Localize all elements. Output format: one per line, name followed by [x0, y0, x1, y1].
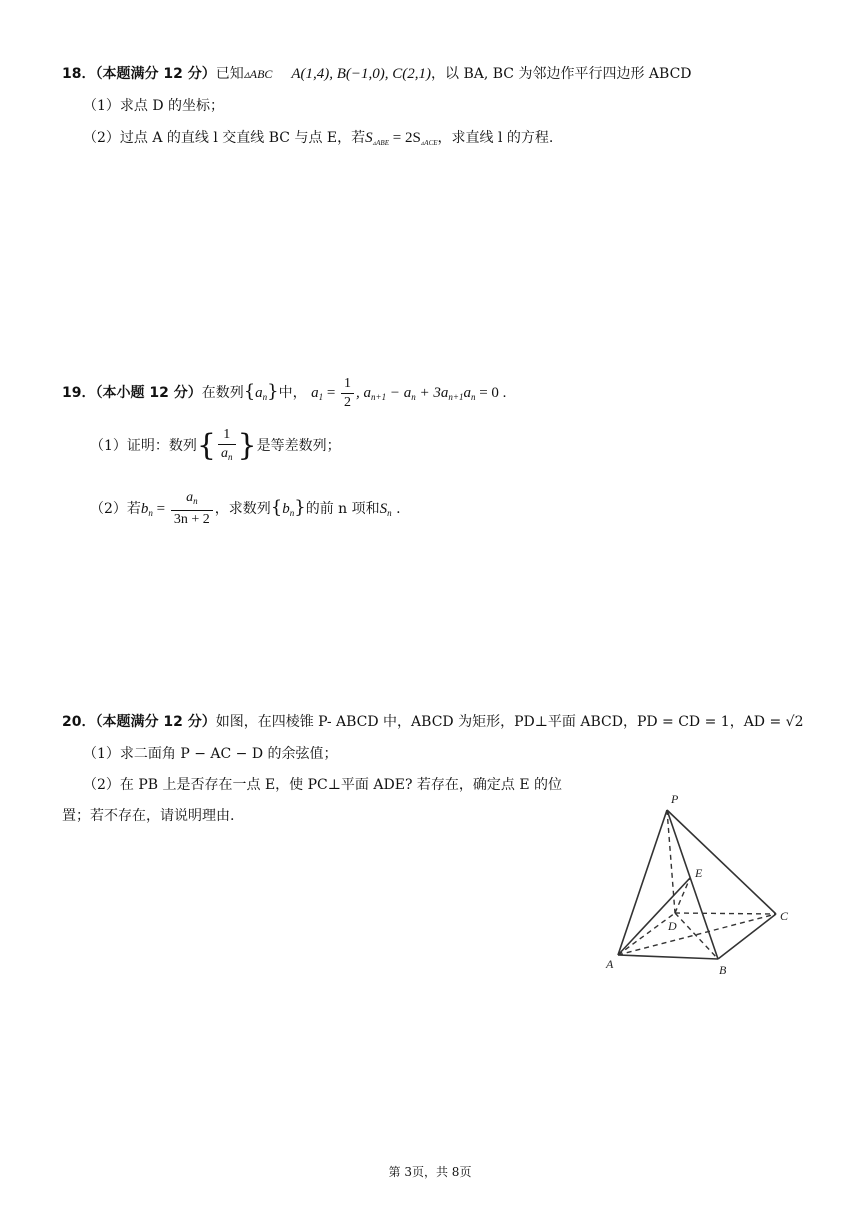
- label-B: B: [719, 963, 727, 977]
- q19-part2-S: S: [379, 501, 388, 517]
- q20-score: （本题满分 12 分）: [95, 714, 216, 730]
- q18-triangle: ▵ABC: [243, 67, 273, 81]
- q19-half-num: 1: [341, 375, 354, 394]
- q19-cond1-sub: n+1: [371, 392, 387, 402]
- q19-part2-seq-sub: n: [289, 508, 295, 518]
- q19-a1: a: [311, 385, 319, 401]
- q19-cond1: , a: [356, 385, 372, 401]
- q20-stem-text: 如图，在四棱锥 P- ABCD 中，ABCD 为矩形，PD⊥平面 ABCD，PD = CD = 1，AD = √2: [215, 714, 804, 730]
- label-C: C: [780, 909, 789, 923]
- q18-part2-tail: ，求直线 l 的方程.: [437, 130, 554, 146]
- q19-seq: a: [255, 385, 263, 401]
- q19-bn-sub: n: [148, 508, 153, 518]
- label-E: E: [695, 866, 703, 880]
- q19-part1-tail: 是等差数列；: [256, 438, 341, 454]
- q19-part2-num-sub: n: [193, 496, 198, 506]
- q19-cond4-sub: n: [470, 392, 476, 402]
- q18-part1: （1）求点 D 的坐标；: [83, 98, 225, 114]
- q19-part2-text: （2）若: [90, 501, 141, 517]
- q18-part2-S1: S: [365, 130, 373, 146]
- q20-part2-line1: （2）在 PB 上是否存在一点 E，使 PC⊥平面 ADE? 若存在，确定点 E 的位: [83, 777, 563, 793]
- q19-bn: b: [140, 501, 149, 517]
- q19-part1-num: 1: [218, 426, 236, 445]
- q18-stem-tail: ，以 BA, BC 为邻边作平行四边形 ABCD: [431, 66, 692, 82]
- q20-part2-line2: 置；若不存在，请说明理由.: [62, 808, 235, 824]
- q18-stem-text: 已知: [215, 66, 244, 82]
- q19-cond3: + 3a: [415, 385, 449, 401]
- q19-number: 19．: [62, 385, 96, 401]
- q18-score: （本题满分 12 分）: [95, 66, 216, 82]
- q18-points: A(1,4), B(−1,0), C(2,1): [291, 66, 431, 82]
- q18-part2-sub1: ▵ABE: [372, 139, 389, 147]
- q19-stem-text: 在数列: [201, 385, 244, 401]
- q19-a1-sub: 1: [318, 392, 324, 402]
- q19-stem2: 中，: [278, 385, 307, 401]
- q19-part2-tail: 的前 n 项和: [305, 501, 380, 517]
- q19-score: （本小题 12 分）: [95, 385, 202, 401]
- q19-part1-den-sub: n: [228, 452, 233, 462]
- q18-part2-text: （2）过点 A 的直线 l 交直线 BC 与点 E，若: [83, 130, 366, 146]
- label-A: A: [606, 957, 614, 971]
- q19-part2-num: a: [186, 490, 194, 505]
- q19-part1-den: a: [221, 446, 229, 461]
- q19-part1: （1）证明：数列{ $\frac{1}{a_n}$ }是等差数列；: [90, 422, 341, 470]
- q19-part2-S-sub: n: [387, 508, 392, 518]
- q18-number: 18．: [62, 66, 96, 82]
- q18-part2-sub2: ▵ACE: [420, 139, 438, 147]
- q19-cond4: a: [463, 385, 471, 401]
- q19-seq-sub: n: [262, 392, 268, 402]
- page-footer: 第 3页，共 8页: [388, 1165, 472, 1179]
- q19-part2: （2）若$b_n$ = $\frac{a_n}{3n + 2}$ ，求数列$\{b_n\}$的前 n 项和$S_n$ .: [90, 490, 401, 527]
- label-P: P: [671, 792, 679, 806]
- q18-part2-mid: = 2S: [388, 130, 421, 146]
- label-D: D: [668, 919, 677, 933]
- q19-part2-seq: b: [282, 501, 290, 517]
- q20-part1: （1）求二面角 P − AC − D 的余弦值；: [83, 746, 338, 762]
- q19-part2-end: .: [391, 501, 401, 517]
- q19-eq: =: [323, 385, 340, 401]
- q20-number: 20．: [62, 714, 96, 730]
- q19-cond3-sub: n+1: [448, 392, 464, 402]
- q19-part2-eq: =: [152, 501, 169, 517]
- q19-part2-mid: ，求数列: [214, 501, 271, 517]
- q19-half-den: 2: [344, 394, 352, 410]
- q19-part1-text: （1）证明：数列: [90, 438, 197, 454]
- q19-part2-den: 3n + 2: [173, 512, 210, 527]
- q19-cond2: − a: [386, 385, 412, 401]
- q19-stem: 19．（本小题 12 分）在数列$\{a_n\}$中， $a_1$ = $\frac{1}{2}$ , $a_{n+1} - a_n + 3a_{n+1}a_n = 0$ .: [62, 375, 507, 410]
- q19-cond5: = 0 .: [475, 385, 507, 401]
- q19-cond2-sub: n: [411, 392, 416, 402]
